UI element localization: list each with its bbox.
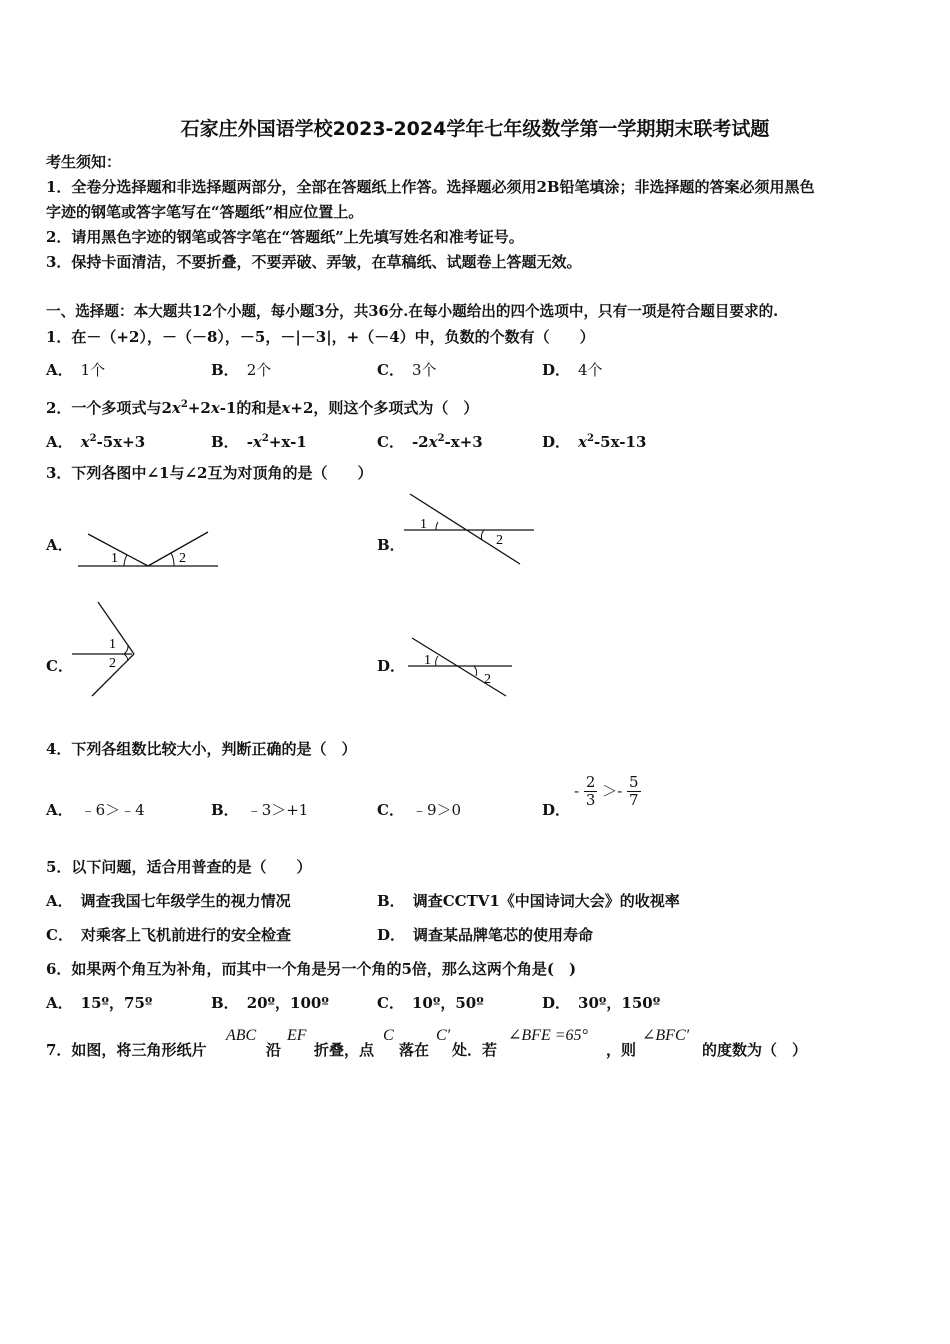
option-label: A． [46, 994, 73, 1012]
fraction-two-thirds [584, 774, 598, 809]
ray [98, 602, 134, 654]
exponent: 2 [180, 399, 188, 410]
angle-arc [124, 654, 128, 661]
q1-option-b [211, 361, 271, 379]
variable-x: x [578, 433, 587, 451]
fraction-five-sevenths [627, 774, 641, 809]
ray [88, 534, 148, 566]
option-label: D． [542, 994, 571, 1012]
option-label: D． [542, 433, 571, 451]
ray [148, 532, 208, 566]
exponent: 2 [261, 433, 269, 444]
question-7-text: 处．若 [452, 1041, 498, 1059]
angle-1-label: 1 [424, 653, 431, 668]
stem-text: +2，则这个多项式为（ ） [290, 399, 479, 417]
angle-1-label: 1 [109, 637, 116, 652]
option-text: 30º，150º [578, 994, 661, 1012]
angle-1-label: 1 [111, 551, 118, 566]
math-angle-bfe: ∠BFE =65° [508, 1027, 588, 1044]
option-label: C． [377, 801, 404, 819]
variable-x: x [252, 433, 262, 451]
variable-x: x [80, 433, 90, 451]
question-7-text: ，则 [606, 1041, 637, 1059]
option-text: 10º，50º [411, 994, 484, 1012]
q3-figure-b [404, 492, 538, 568]
notice-item: 3．保持卡面清洁，不要折叠，不要弄破、弄皱，在草稿纸、试题卷上答题无效。 [46, 253, 582, 271]
angle-arc [436, 522, 438, 530]
q5-option-c [46, 926, 291, 944]
option-label: C． [377, 361, 404, 379]
q4-option-d-label [542, 801, 578, 819]
q1-option-d [542, 361, 603, 379]
option-label: D． [542, 801, 571, 819]
q6-option-d [542, 994, 660, 1012]
math-abc: ABC [226, 1027, 257, 1044]
option-text: +x-1 [268, 433, 307, 451]
question-7-text: 落在 [399, 1041, 430, 1059]
question-7-text: 的度数为（ ） [702, 1041, 808, 1059]
stem-text: 2．一个多项式与2 [46, 399, 172, 417]
option-label: C． [377, 433, 404, 451]
option-text: ﹣6＞﹣4 [80, 801, 145, 819]
q3-figure-d [406, 634, 516, 700]
notice-item: 2．请用黑色字迹的钢笔或答字笔在“答题纸”上先填写姓名和准考证号。 [46, 228, 524, 246]
q3-figure-a [78, 528, 220, 570]
option-text: -2 [411, 433, 429, 451]
option-text: - [246, 433, 253, 451]
q1-option-c [377, 361, 437, 379]
denominator: 7 [629, 791, 639, 809]
question-4-stem: 4．下列各组数比较大小，判断正确的是（ ） [46, 740, 357, 758]
numerator: 2 [585, 773, 596, 791]
notice-item: 1．全卷分选择题和非选择题两部分，全部在答题纸上作答。选择题必须用2B铅笔填涂；非选择题的答案必须用黑色 [46, 178, 815, 196]
option-text: ﹣3＞+1 [246, 801, 309, 819]
question-2-stem [46, 396, 478, 417]
option-text: 1个 [80, 361, 106, 379]
math-c-prime: C′ [436, 1027, 451, 1044]
angle-arc [474, 666, 477, 676]
option-text: ﹣9＞0 [411, 801, 462, 819]
option-label: B． [211, 433, 239, 451]
q3-option-d-label: D． [377, 657, 406, 675]
option-label: D． [377, 926, 406, 944]
option-text: 调查CCTV1《中国诗词大会》的收视率 [412, 892, 680, 910]
angle-arc [124, 646, 128, 654]
angle-2-label: 2 [109, 656, 116, 671]
option-text: 15º，75º [80, 994, 153, 1012]
option-text: 20º，100º [246, 994, 329, 1012]
question-3-stem: 3．下列各图中∠1与∠2互为对顶角的是（ ） [46, 464, 373, 482]
section-heading: 一、选择题：本大题共12个小题，每小题3分，共36分.在每小题给出的四个选项中，只有一项是符合题目要求的. [46, 303, 779, 320]
q4-option-c [377, 801, 461, 819]
math-c: C [383, 1027, 394, 1044]
exponent: 2 [586, 433, 594, 444]
q6-option-a [46, 994, 152, 1012]
option-text: -5x+3 [96, 433, 146, 451]
question-6-stem: 6．如果两个角互为补角，而其中一个角是另一个角的5倍，那么这两个角是( ) [46, 960, 577, 978]
math-angle-bfc-prime: ∠BFC′ [642, 1027, 690, 1044]
variable-x: x [281, 399, 291, 417]
q3-option-b-label: B． [377, 536, 405, 554]
angle-arc [481, 530, 484, 540]
variable-x: x [171, 399, 181, 417]
angle-2-label: 2 [496, 533, 503, 548]
option-label: A． [46, 892, 73, 910]
minus-sign: - [574, 782, 580, 800]
q3-option-c-label: C． [46, 657, 73, 675]
question-7-text: 7．如图，将三角形纸片 [46, 1041, 207, 1059]
option-text: 4个 [578, 361, 603, 379]
q5-option-a [46, 892, 291, 910]
option-text: 调查我国七年级学生的视力情况 [80, 892, 291, 910]
option-label: C． [377, 994, 404, 1012]
angle-1-label: 1 [420, 517, 427, 532]
angle-arc [124, 555, 127, 566]
q4-option-b [211, 801, 308, 819]
option-label: A． [46, 433, 73, 451]
q4-option-a [46, 801, 145, 819]
question-7-text: 折叠，点 [314, 1041, 375, 1059]
q2-option-c [377, 430, 483, 451]
angle-arc [436, 656, 438, 666]
question-5-stem: 5．以下问题，适合用普查的是（ ） [46, 858, 312, 876]
numerator: 5 [629, 773, 639, 791]
option-label: D． [542, 361, 571, 379]
exponent: 2 [437, 433, 445, 444]
option-text: 2个 [246, 361, 272, 379]
question-7-text: 沿 [266, 1041, 282, 1059]
option-label: B． [377, 892, 405, 910]
angle-arc [171, 553, 174, 566]
option-label: B． [211, 801, 239, 819]
angle-2-label: 2 [484, 672, 491, 687]
option-label: A． [46, 361, 73, 379]
q2-option-d [542, 430, 646, 451]
math-ef: EF [287, 1027, 307, 1044]
question-1-stem: 1．在－（+2），－（－8），－5，－|－3|，+（－4）中，负数的个数有（ ） [46, 328, 595, 346]
option-text: 对乘客上飞机前进行的安全检查 [80, 926, 291, 944]
denominator: 3 [585, 791, 596, 809]
stem-text: +2 [187, 399, 211, 417]
q2-option-a [46, 430, 145, 451]
variable-x: x [210, 399, 220, 417]
variable-x: x [428, 433, 438, 451]
option-text: -x+3 [444, 433, 483, 451]
stem-text: -1的和是 [219, 399, 282, 417]
option-text: -5x-13 [593, 433, 647, 451]
option-text: 3个 [411, 361, 437, 379]
q6-option-b [211, 994, 329, 1012]
q1-option-a [46, 361, 105, 379]
comparison: ＞- [602, 782, 623, 800]
option-label: C． [46, 926, 73, 944]
page-title: 石家庄外国语学校2023-2024学年七年级数学第一学期期末联考试题 [180, 118, 770, 140]
option-label: A． [46, 801, 73, 819]
option-label: B． [211, 994, 239, 1012]
q4-option-d-expression [574, 774, 641, 809]
exponent: 2 [89, 433, 97, 444]
q5-option-b [377, 892, 680, 910]
notice-item: 字迹的钢笔或答字笔写在“答题纸”相应位置上。 [46, 203, 364, 221]
q3-figure-c [72, 600, 142, 700]
notice-heading: 考生须知： [46, 153, 122, 171]
q5-option-d [377, 926, 593, 944]
q3-option-a-label: A． [46, 536, 73, 554]
angle-2-label: 2 [179, 551, 186, 566]
q6-option-c [377, 994, 484, 1012]
option-text: 调查某品牌笔芯的使用寿命 [413, 926, 594, 944]
option-label: B． [211, 361, 239, 379]
q2-option-b [211, 430, 307, 451]
